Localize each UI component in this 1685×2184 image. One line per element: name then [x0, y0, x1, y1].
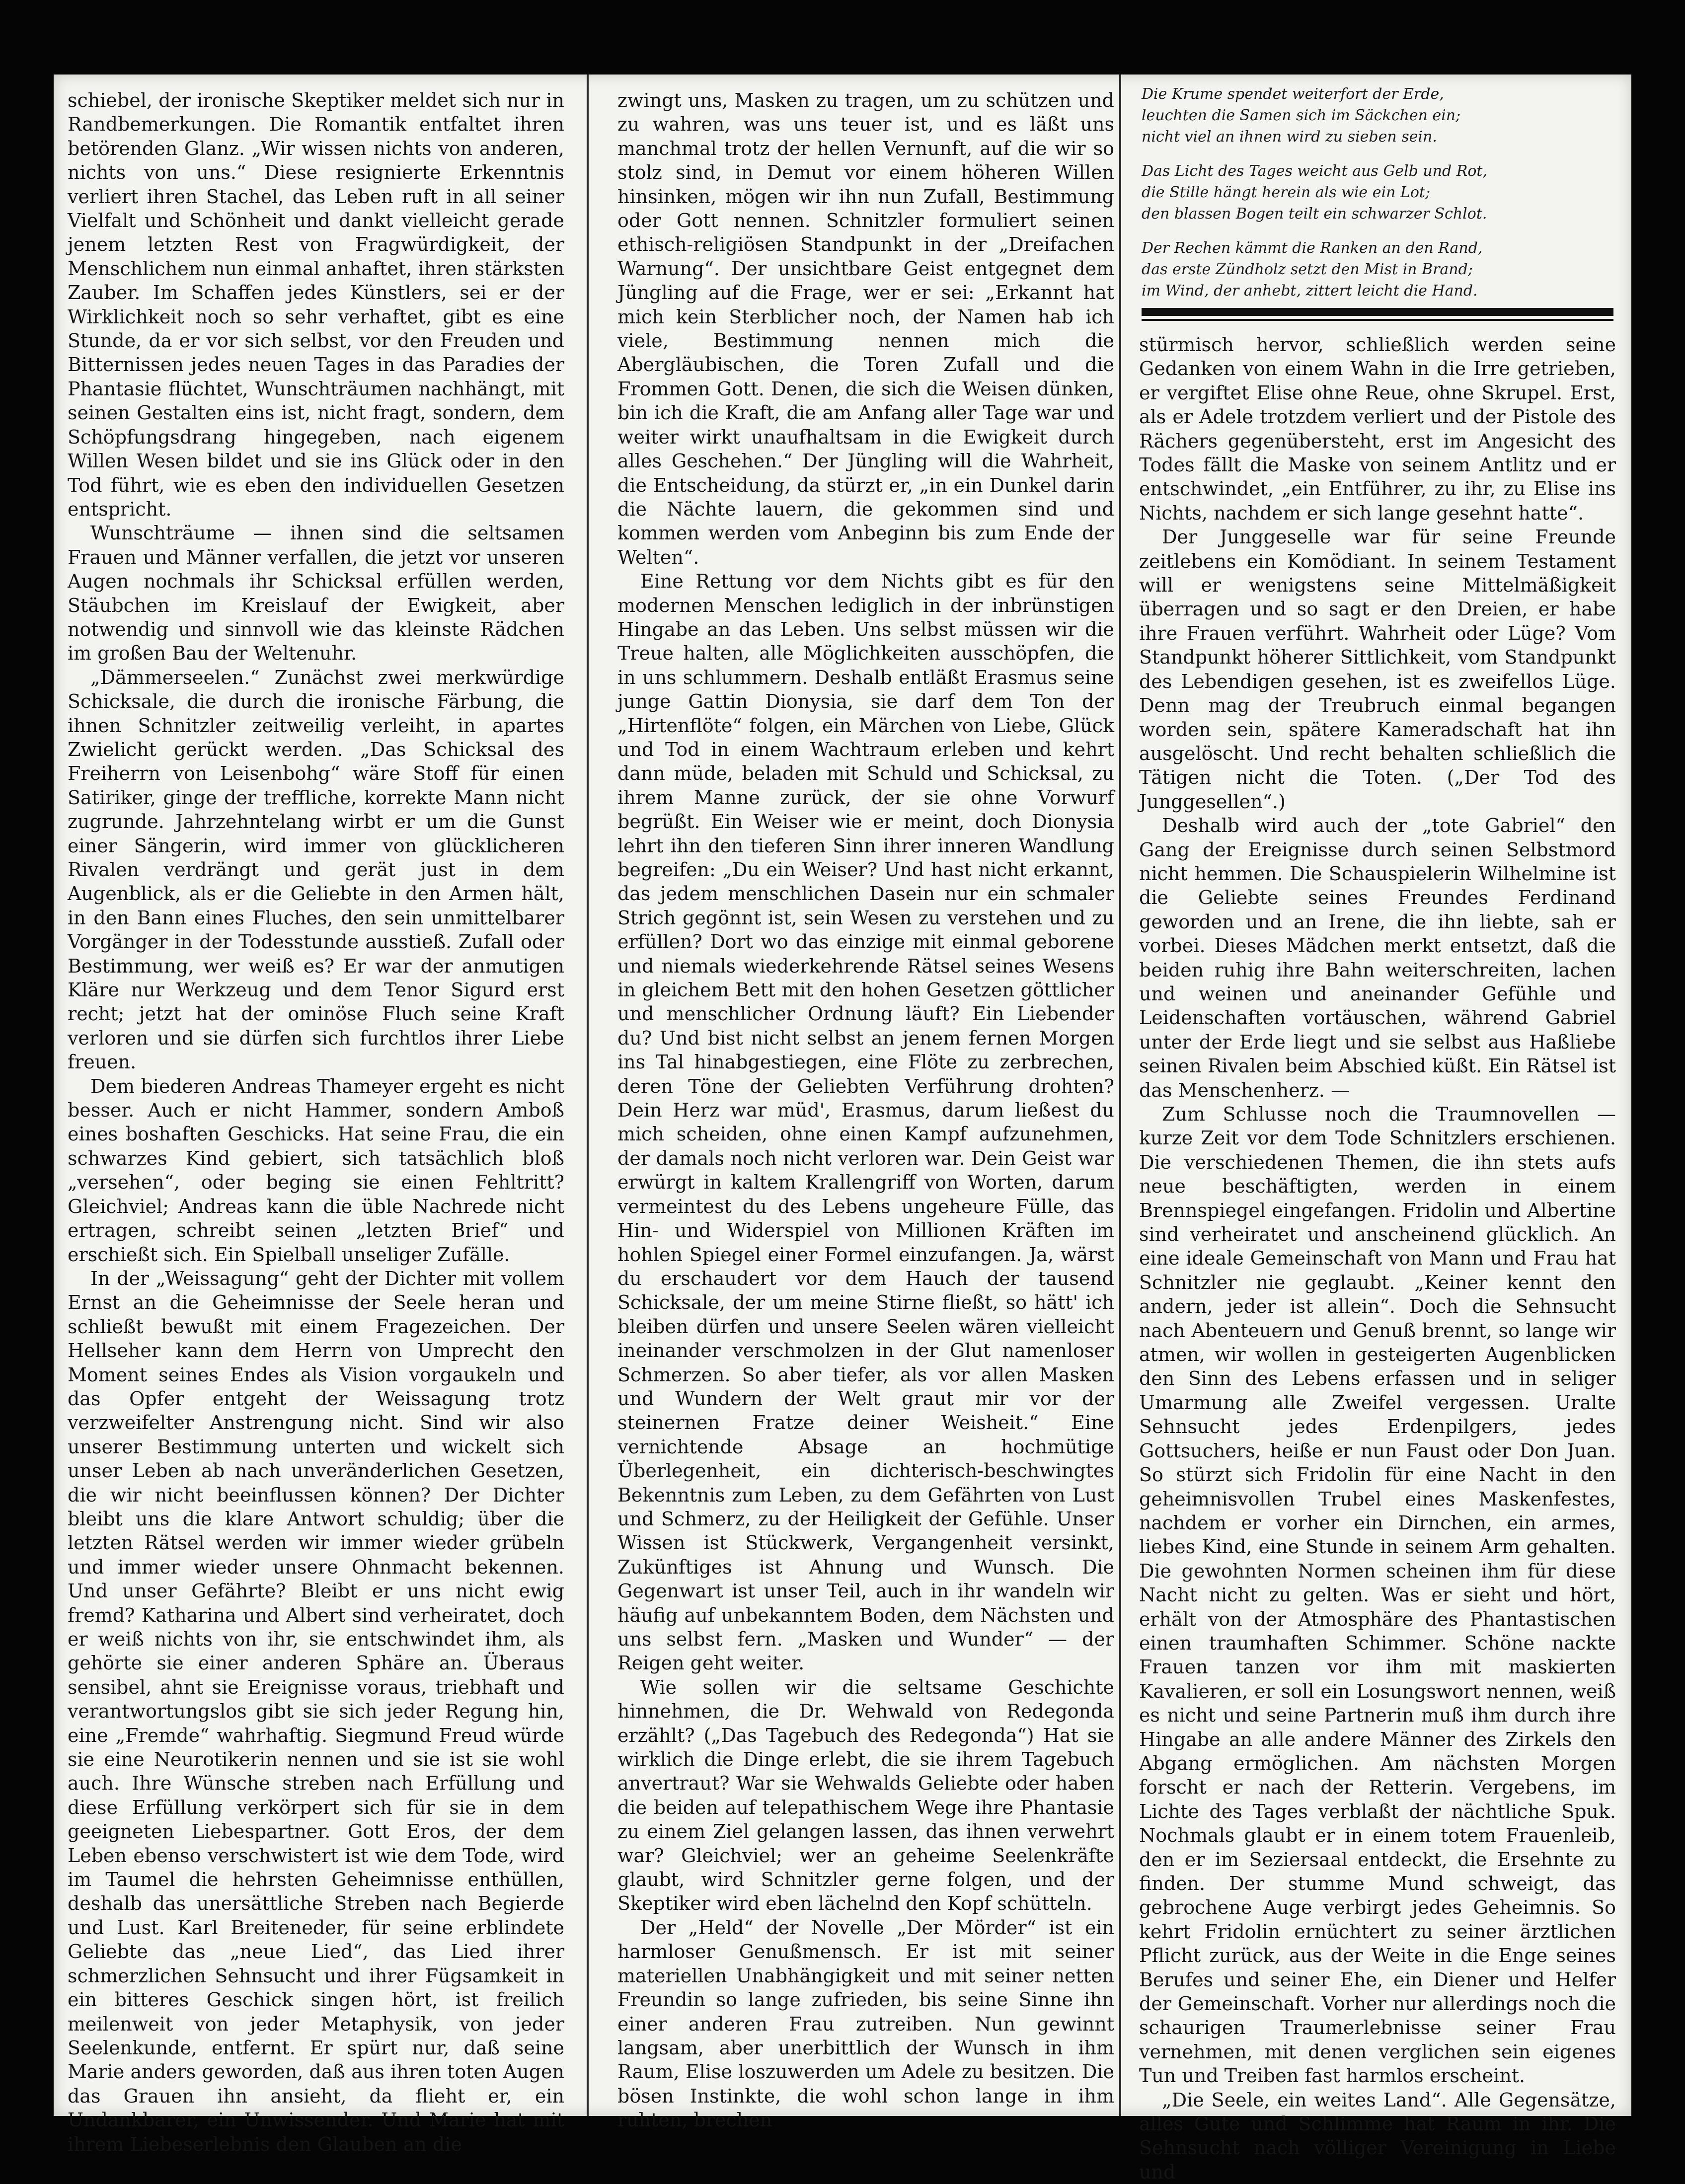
paragraph: Dem biederen Andreas Thameyer ergeht es nicht besser. Auch er nicht Hammer, sondern Amboß eines boshaften Geschicks. Hat seine Frau, die ein schwarzes Kind gebiert, sich tatsächlich bloß „versehen“, oder beging sie einen Fehltritt? Gleichviel; Andreas kann die üble Nachrede nicht ertragen, schreibt seinen „letzten Brief“ und erschießt sich. Ein Spielball unseliger Zufälle. — [68, 1075, 564, 1266]
paragraph: In der „Weissagung“ geht der Dichter mit vollem Ernst an die Geheimnisse der Seele heran und schließt bewußt mit einem Fragezeichen. Der Hellseher kann dem Herrn von Umprecht den Moment seines Endes als Vision vorgaukeln und das Opfer entgeht der Weissagung trotz verzweifelter Anstrengung nicht. Sind wir also unserer Bestimmung unterten und wickelt sich unser Leben ab nach unveränderlichen Gesetzen, die wir nicht beeinflussen können? Der Dichter bleibt uns die klare Antwort schuldig; über die letzten Rätsel werden wir immer wieder grübeln und immer wieder unsere Ohnmacht bekennen. Und unser Gefährte? Bleibt er uns nicht ewig fremd? Katharina und Albert sind verheiratet, doch er weiß nichts von ihr, sie entschwindet ihm, als gehörte sie einer anderen Sphäre an. Überaus sensibel, ahnt sie Ereignisse voraus, triebhaft und verantwortungslos gibt sie sich jeder Regung hin, eine „Fremde“ wahrhaftig. Siegmund Freud würde sie eine Neurotikerin nennen und sie ist sie wohl auch. Ihre Wünsche streben nach Erfüllung und diese Erfüllung verkörpert sich für sie in dem geeigneten Liebespartner. Gott Eros, der dem Leben ebenso verschwistert ist wie dem Tode, wird im Taumel die hehrsten Geheimnisse enthüllen, deshalb das unersättliche Streben nach Begierde und Lust. Karl Breiteneder, für seine erblindete Geliebte das „neue Lied“, das Lied ihrer schmerzlichen Sehnsucht und ihrer Fügsamkeit in ein bitteres Geschick singen hört, ist freilich meilenweit von jeder Metaphysik, von jeder Seelenkunde, entfernt. Er spürt nur, daß seine Marie anders geworden, daß aus ihren toten Augen das Grauen ihn ansieht, da flieht er, ein Undankbarer, ein Unwissender. Und Marie hat mit ihrem Liebeserlebnis den Glauben an die — [68, 1267, 564, 2155]
paragraph: Zum Schlusse noch die Traumnovellen — kurze Zeit vor dem Tode Schnitzlers erschienen. Die verschiedenen Themen, die ihn stets aufs neue beschäftigten, werden in einem Brennspiegel eingefangen. Fridolin und Albertine sind verheiratet und anscheinend glücklich. An eine ideale Gemeinschaft von Mann und Frau hat Schnitzler nie geglaubt. „Keiner kennt den andern, jeder ist allein“. Doch die Sehnsucht nach Abenteuern und Genuß brennt, so lange wir atmen, wir wollen in gesteigerten Augenblicken den Sinn des Lebens erfassen und in seliger Umarmung alle Zweifel vergessen. Uralte Sehnsucht jedes Erdenpilgers, jedes Gottsuchers, heiße er nun Faust oder Don Juan. So stürzt sich Fridolin für eine Nacht in den geheimnisvollen Trubel eines Maskenfestes, nachdem er vorher ein Dirnchen, ein armes, liebes Kind, eine Stunde in seinem Arm gehalten. Die gewohnten Normen scheinen ihm für diese Nacht nicht zu gelten. Was er sieht und hört, erhält von der Atmosphäre des Phantastischen einen traumhaften Schimmer. Schöne nackte Frauen tanzen vor ihm mit maskierten Kavalieren, er soll ein Losungswort nennen, weiß es nicht und seine Partnerin muß ihm durch ihre Hingabe an alle andere Männer des Zirkels den Abgang ermöglichen. Am nächsten Morgen forscht er nach der Retterin. Vergebens, im Lichte des Tages verblaßt der nächtliche Spuk. Nochmals glaubt er in einem totem Frauenleib, den er im Seziersaal entdeckt, die Ersehnte zu finden. Der stumme Mund schweigt, das gebrochene Auge verbirgt jedes Geheimnis. So kehrt Fridolin ernüchtert zu seiner ärztlichen Pflicht zurück, aus der Weite in die Enge seines Berufes und seiner Ehe, ein Diener und Helfer der Gemeinschaft. Vorher nur allerdings noch die schaurigen Traumerlebnisse seiner Frau vernehmen, mit denen verglichen sein eigenes Tun und Treiben fast harmlos erscheint. — [1139, 1103, 1616, 2087]
paragraph: Eine Rettung vor dem Nichts gibt es für den modernen Menschen lediglich in der inbrünstigen Hingabe an das Leben. Uns selbst müssen wir die Treue halten, alle Möglichkeiten ausschöpfen, die in uns schlummern. Deshalb entläßt Erasmus seine junge Gattin Dionysia, sie darf dem Ton der „Hirtenflöte“ folgen, ein Märchen von Liebe, Glück und Tod in einem Wachtraum erleben und kehrt dann müde, beladen mit Schuld und Schicksal, zu ihrem Manne zurück, der sie ohne Vorwurf begrüßt. Ein Weiser wie er meint, doch Dionysia lehrt ihn den tieferen Sinn ihrer inneren Wandlung begreifen: „Du ein Weiser? Und hast nicht erkannt, das jedem menschlichen Dasein nur ein schmaler Strich gegönnt ist, sein Wesen zu verstehen und zu erfüllen? Dort wo das einzige mit einmal geborene und niemals wiederkehrende Rätsel seines Wesens in gleichem Bett mit den hohen Gesetzen göttlicher und menschlicher Ordnung läuft? Ein Liebender du? Und bist nicht selbst an jenem fernen Morgen ins Tal hinabgestiegen, eine Flöte zu zerbrechen, deren Töne der Geliebten Verführung drohten? Dein Herz war müd', Erasmus, darum ließest du mich scheiden, ohne einen Kampf aufzunehmen, der damals noch nicht verloren war. Dein Geist war erwürgt in kaltem Krallengriff von Worten, darum vermeintest du des Lebens ungeheure Fülle, das Hin- und Widerspiel von Millionen Kräften im hohlen Spiegel einer Formel einzufangen. Ja, wärst du erschaudert vor dem Hauch der tausend Schicksale, der um meine Stirne fließt, so hätt' ich bleiben dürfen und unsere Seelen wären vielleicht ineinander verschmolzen in der Glut namenloser Schmerzen. So aber tiefer, als vor allen Masken und Wundern der Welt graut mir vor der steinernen Fratze deiner Weisheit.“ Eine vernichtende Absage an hochmütige Überlegenheit, ein dichterisch-beschwingtes Bekenntnis zum Leben, zu dem Gefährten von Lust und Schmerz, zu der Heiligkeit der Gefühle. Unser Wissen ist Stückwerk, Vergangenheit versinkt, Zukünftiges ist Ahnung und Wunsch. Die Gegenwart ist unser Teil, auch in ihr wandeln wir häufig auf unbekanntem Boden, dem Nächsten und uns selbst fern. „Masken und Wunder“ — der Reigen geht weiter. — [617, 570, 1114, 1674]
poem-stanza — [1142, 237, 1613, 301]
column-right — [1139, 333, 1616, 2183]
paragraph: „Dämmerseelen.“ Zunächst zwei merkwürdige Schicksale, die durch die ironische Färbung, die ihnen Schnitzler zeitweilig verleiht, in apartes Zwielicht gerückt werden. „Das Schicksal des Freiherrn von Leisenbohg“ wäre Stoff für einen Satiriker, ginge der treffliche, korrekte Mann nicht zugrunde. Jahrzehntelang wirbt er um die Gunst einer Sängerin, wird immer von glücklicheren Rivalen verdrängt und gerät just in dem Augenblick, als er die Geliebte in den Armen hält, in den Bann eines Fluches, den sein unmittelbarer Vorgänger in der Todesstunde ausstieß. Zufall oder Bestimmung, wer weiß es? Er war der anmutigen Kläre nur Werkzeug und dem Tenor Sigurd erst recht; jetzt hat der ominöse Fluch seine Kraft verloren und sie dürfen sich furchtlos ihrer Liebe freuen. — [68, 666, 564, 1073]
section-divider-thin — [1142, 319, 1613, 321]
paragraph: zwingt uns, Masken zu tragen, um zu schützen und zu wahren, was uns teuer ist, und es läßt uns manchmal trotz der hellen Vernunft, auf die wir so stolz sind, in Demut vor einem höheren Willen hinsinken, mögen wir ihn nun Zufall, Bestimmung oder Gott nennen. Schnitzler formuliert seinen ethisch-religiösen Standpunkt in der „Dreifachen Warnung“. Der unsichtbare Geist entgegnet dem Jüngling auf die Frage, wer er sei: „Erkannt hat mich kein Sterblicher noch, der Namen hab ich viele, Bestimmung nennen mich die Abergläubischen, die Toren Zufall und die Frommen Gott. Denen, die sich die Weisen dünken, bin ich die Kraft, die am Anfang aller Tage war und weiter wirkt unaufhaltsam in die Ewigkeit durch alles Geschehen.“ Der Jüngling will die Wahrheit, die Entscheidung, da stürzt er, „in ein Dunkel darin die Nächte lauern, die gekommen sind und kommen werden vom Anbeginn bis zum Ende der Welten“. — [617, 89, 1114, 568]
poem-line: Die Krume spendet weiterfort der Erde, — [1142, 85, 1444, 103]
paragraph: schiebel, der ironische Skeptiker meldet sich nur in Randbemerkungen. Die Romantik entfaltet ihren betörenden Glanz. „Wir wissen nichts von anderen, nichts von uns.“ Diese resignierte Erkenntnis verliert ihren Stachel, das Leben ruft in all seiner Vielfalt und Schönheit und dankt vielleicht gerade jenem letzten Rest von Fragwürdigkeit, der Menschlichem nun einmal anhaftet, ihren stärksten Zauber. Im Schaffen jedes Künstlers, sei er der Wirklichkeit noch so sehr verhaftet, gibt es eine Stunde, da er vor sich selbst, vor den Freuden und Bitternissen jedes neuen Tages in das Paradies der Phantasie flüchtet, Wunschträumen nachhängt, mit seinen Gestalten eins ist, nicht fragt, sondern, dem Schöpfungsdrang hingegeben, nach eigenem Willen Wesen bildet und sie ins Glück oder in den Tod führt, wie es eben den individuellen Gesetzen entspricht. — [68, 89, 564, 520]
poem-line: die Stille hängt herein als wie ein Lot; — [1142, 184, 1431, 201]
paragraph: „Die Seele, ein weites Land“. Alle Gegensätze, alles Gute und Schlimme hat Raum in ihr. Die Sehnsucht nach völliger Vereinigung in Liebe und — [1139, 2089, 1616, 2183]
paragraph: Wunschträume — ihnen sind die seltsamen Frauen und Männer verfallen, die jetzt vor unseren Augen nochmals ihr Schicksal erfüllen werden, Stäubchen im Kreislauf der Ewigkeit, aber notwendig und sinnvoll wie das kleinste Rädchen im großen Bau der Weltenuhr. — [68, 522, 564, 665]
poem — [1142, 83, 1613, 314]
paragraph: Der Junggeselle war für seine Freunde zeitlebens ein Komödiant. In seinem Testament will er wenigstens seine Mittelmäßigkeit überragen und so sagt er den Dreien, er habe ihre Frauen verführt. Wahrheit oder Lüge? Vom Standpunkt höherer Sittlichkeit, vom Standpunkt des Lebendigen gesehen, ist es zweifellos Lüge. Denn mag der Treubruch einmal begangen worden sein, spätere Kameradschaft hat ihn ausgelöscht. Und recht behalten schließlich die Tätigen nicht die Toten. („Der Tod des Junggesellen“.) — [1139, 526, 1616, 813]
newspaper-page — [54, 75, 1631, 2183]
poem-line: das erste Zündholz setzt den Mist in Brand; — [1142, 261, 1473, 278]
column-left — [68, 88, 564, 2155]
section-divider-thick — [1142, 308, 1613, 316]
poem-line: nicht viel an ihnen wird zu sieben sein. — [1142, 128, 1437, 146]
paragraph: Der „Held“ der Novelle „Der Mörder“ ist ein harmloser Genußmensch. Er ist mit seiner materiellen Unabhängigkeit und mit seiner netten Freundin so lange zufrieden, bis seine Sinne ihn einer anderen Frau zutreiben. Nun gewinnt langsam, aber unerbittlich der Wunsch in ihm Raum, Elise loszuwerden um Adele zu besitzen. Die bösen Instinkte, die wohl schon lange in ihm ruhten, brechen — [617, 1916, 1114, 2131]
poem-stanza — [1142, 83, 1613, 148]
column-rule — [1119, 75, 1121, 2116]
poem-line: Der Rechen kämmt die Ranken an den Rand, — [1142, 239, 1483, 257]
column-rule — [587, 75, 589, 2116]
paragraph: stürmisch hervor, schließlich werden seine Gedanken von einem Wahn in die Irre getrieben, er vergiftet Elise ohne Reue, ohne Skrupel. Erst, als er Adele trotzdem verliert und der Pistole des Rächers gegenübersteht, erst im Angesicht des Todes fällt die Maske von seinem Antlitz und er entschwindet, „ein Entführer, zu ihr, zu Elise ins Nichts, nachdem er sich lange gesehnt hatte“. — [1139, 334, 1616, 524]
column-middle — [617, 88, 1114, 2131]
paragraph: Deshalb wird auch der „tote Gabriel“ den Gang der Ereignisse durch seinen Selbstmord nicht hemmen. Die Schauspielerin Wilhelmine ist die Geliebte seines Freundes Ferdinand geworden und an Irene, die ihn liebte, sah er vorbei. Dieses Mädchen merkt entsetzt, daß die beiden ruhig ihre Bahn weiterschreiten, lachen und weinen und aneinander Gefühle und Leidenschaften vortäuschen, während Gabriel unter der Erde liegt und sie selbst aus Haßliebe seinen Rivalen beim Abschied küßt. Ein Rätsel ist das Menschenherz. — — [1139, 815, 1616, 1101]
poem-line: leuchten die Samen sich im Säckchen ein; — [1142, 107, 1461, 124]
poem-line: Das Licht des Tages weicht aus Gelb und Rot, — [1142, 162, 1488, 180]
poem-line: im Wind, der anhebt, zittert leicht die Hand. — [1142, 282, 1478, 300]
poem-line: den blassen Bogen teilt ein schwarzer Schlot. — [1142, 205, 1487, 223]
paragraph: Wie sollen wir die seltsame Geschichte hinnehmen, die Dr. Wehwald von Redegonda erzählt? („Das Tagebuch des Redegonda“) Hat sie wirklich die Dinge erlebt, die sie ihrem Tagebuch anvertraut? War sie Wehwalds Geliebte oder haben die beiden auf telepathischem Wege ihre Phantasie zu einem Ziel gelangen lassen, das ihnen verwehrt war? Gleichviel; wer an geheime Seelenkräfte glaubt, wird Schnitzler gerne folgen, und der Skeptiker wird eben lächelnd den Kopf schütteln. — [617, 1676, 1114, 1915]
poem-stanza — [1142, 160, 1613, 225]
